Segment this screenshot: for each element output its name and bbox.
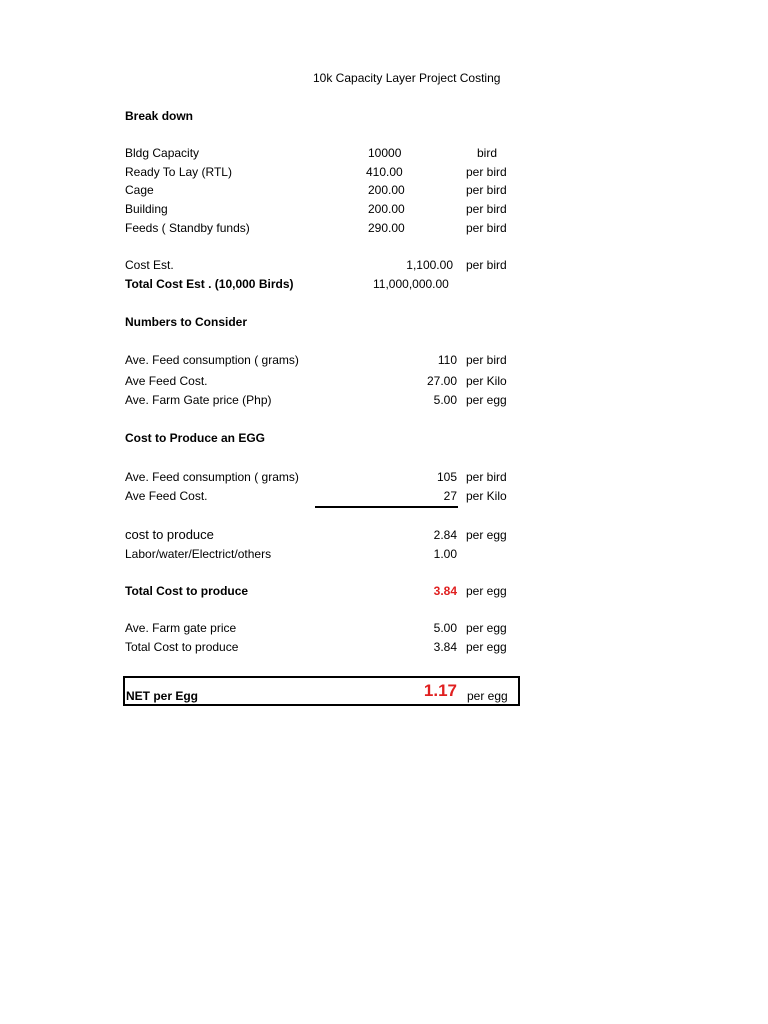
cost-est-unit: per bird <box>466 258 507 272</box>
numbers-unit: per bird <box>466 353 507 367</box>
summary-unit: per egg <box>466 640 507 654</box>
breakdown-value: 410.00 <box>366 165 403 179</box>
summary-unit: per egg <box>466 621 507 635</box>
breakdown-unit: bird <box>477 146 498 160</box>
summary-value: 3.84 <box>433 640 457 654</box>
numbers-heading: Numbers to Consider <box>125 315 248 329</box>
divider-line <box>315 506 458 508</box>
breakdown-label: Bldg Capacity <box>125 146 200 160</box>
total-produce-label: Total Cost to produce <box>125 584 249 598</box>
labor-value: 1.00 <box>433 547 457 561</box>
cost-to-produce-value: 2.84 <box>433 528 457 542</box>
breakdown-label: Ready To Lay (RTL) <box>125 165 232 179</box>
breakdown-label: Cage <box>125 183 154 197</box>
numbers-value: 5.00 <box>433 393 457 407</box>
total-cost-label: Total Cost Est . (10,000 Birds) <box>125 277 294 291</box>
numbers-label: Ave. Farm Gate price (Php) <box>125 393 272 407</box>
produce-heading: Cost to Produce an EGG <box>125 431 266 445</box>
numbers-label: Ave. Feed consumption ( grams) <box>125 353 299 367</box>
produce-unit: per Kilo <box>466 489 507 503</box>
summary-value: 5.00 <box>433 621 457 635</box>
produce-unit: per bird <box>466 470 507 484</box>
breakdown-unit: per bird <box>466 165 507 179</box>
breakdown-value: 200.00 <box>368 202 405 216</box>
page-title: 10k Capacity Layer Project Costing <box>313 71 501 85</box>
net-value: 1.17 <box>423 681 457 700</box>
cost-est-label: Cost Est. <box>125 258 174 272</box>
produce-value: 27 <box>443 489 457 503</box>
summary-label: Total Cost to produce <box>125 640 239 654</box>
breakdown-unit: per bird <box>466 221 507 235</box>
numbers-unit: per egg <box>466 393 507 407</box>
summary-label: Ave. Farm gate price <box>125 621 237 635</box>
total-produce-value: 3.84 <box>433 584 457 598</box>
breakdown-heading: Break down <box>125 109 194 123</box>
net-label: NET per Egg <box>126 689 199 703</box>
breakdown-value: 290.00 <box>368 221 405 235</box>
cost-to-produce-label: cost to produce <box>125 527 214 542</box>
total-produce-unit: per egg <box>466 584 507 598</box>
numbers-value: 110 <box>437 353 457 367</box>
produce-value: 105 <box>436 470 457 484</box>
numbers-label: Ave Feed Cost. <box>125 374 208 388</box>
cost-to-produce-unit: per egg <box>466 528 507 542</box>
breakdown-value: 200.00 <box>368 183 405 197</box>
breakdown-unit: per bird <box>466 202 507 216</box>
cost-est-value: 1,100.00 <box>406 258 453 272</box>
numbers-value: 27.00 <box>426 374 457 388</box>
breakdown-label: Building <box>125 202 168 216</box>
total-cost-value: 11,000,000.00 <box>373 277 449 291</box>
breakdown-value: 10000 <box>368 146 402 160</box>
net-unit: per egg <box>467 689 508 703</box>
labor-label: Labor/water/Electrict/others <box>125 547 272 561</box>
breakdown-unit: per bird <box>466 183 507 197</box>
breakdown-label: Feeds ( Standby funds) <box>125 221 250 235</box>
numbers-unit: per Kilo <box>466 374 507 388</box>
produce-label: Ave. Feed consumption ( grams) <box>125 470 299 484</box>
produce-label: Ave Feed Cost. <box>125 489 208 503</box>
